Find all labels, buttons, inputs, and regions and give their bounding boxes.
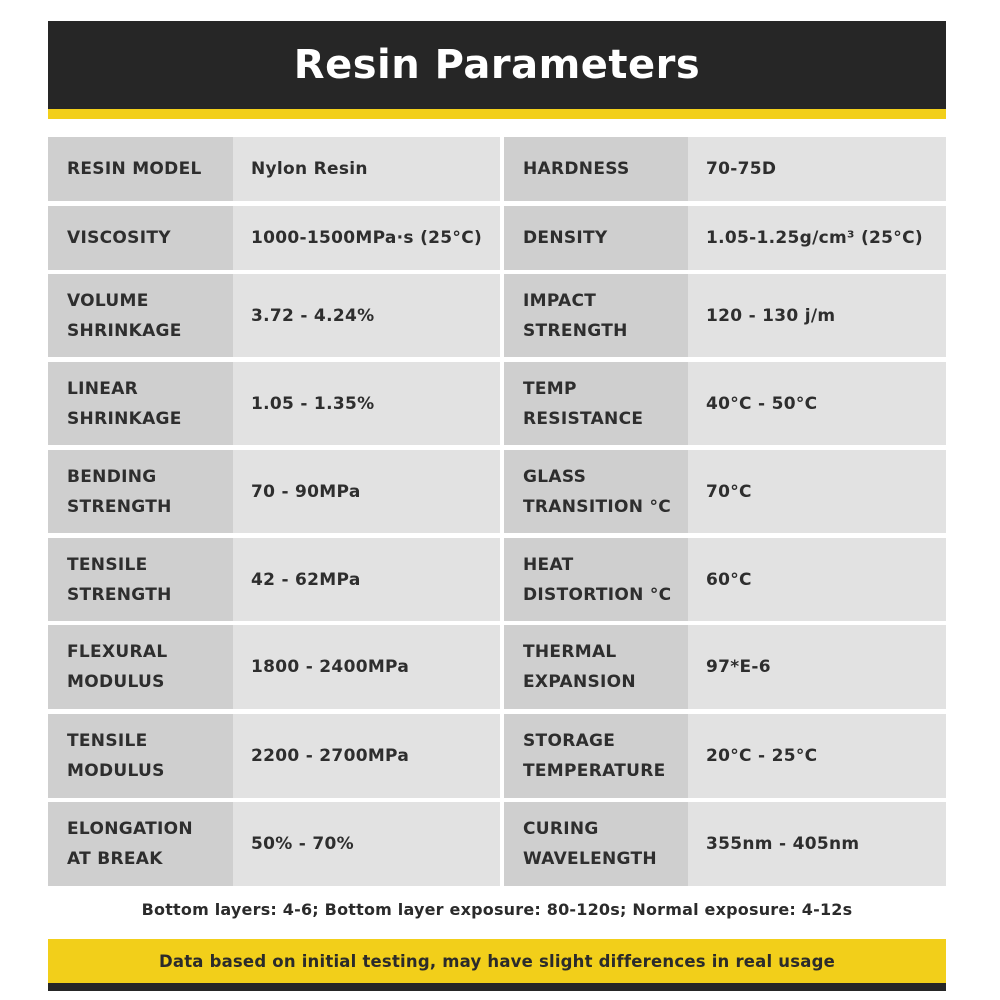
parameter-label	[504, 450, 688, 533]
parameter-label	[504, 802, 688, 886]
parameter-label-line: EXPANSION	[523, 672, 636, 692]
title-banner	[48, 21, 946, 109]
header-accent-stripe	[48, 109, 946, 119]
table-row	[48, 274, 946, 357]
parameter-value	[233, 450, 500, 533]
parameter-label-line: THERMAL	[523, 642, 617, 662]
parameter-value-text: 60°C	[706, 569, 752, 590]
parameter-label-line: RESIN MODEL	[67, 159, 202, 179]
parameter-label-line: SHRINKAGE	[67, 320, 182, 341]
disclaimer-banner	[48, 939, 946, 983]
parameter-label-line: STRENGTH	[67, 584, 172, 605]
parameter-label-line: HEAT	[523, 554, 574, 575]
parameter-value	[233, 362, 500, 445]
parameter-label-line: VOLUME	[67, 290, 149, 311]
table-row	[48, 450, 946, 533]
parameter-label-line: STRENGTH	[523, 320, 628, 341]
parameter-value	[233, 625, 500, 709]
parameter-label	[48, 362, 233, 445]
parameter-value	[233, 206, 500, 270]
parameter-label-line: STRENGTH	[67, 496, 172, 517]
parameter-value-text: 2200 - 2700MPa	[251, 746, 410, 766]
parameter-label	[48, 137, 233, 201]
parameter-label-line: RESISTANCE	[523, 408, 644, 429]
parameter-value	[688, 274, 946, 357]
parameter-label-line: TRANSITION °C	[523, 496, 672, 517]
parameter-value	[233, 714, 500, 798]
parameter-label	[504, 274, 688, 357]
parameter-label-line: DISTORTION °C	[523, 584, 672, 605]
parameter-label	[504, 714, 688, 798]
table-row	[48, 362, 946, 445]
parameter-label-line: HARDNESS	[523, 159, 630, 179]
parameter-label	[48, 450, 233, 533]
parameter-value	[233, 538, 500, 621]
parameter-value-text: 70 - 90MPa	[251, 481, 361, 502]
parameter-value-text: Nylon Resin	[251, 159, 368, 179]
parameter-label-line: FLEXURAL	[67, 642, 168, 662]
parameter-label	[48, 625, 233, 709]
parameter-label	[504, 538, 688, 621]
parameter-value	[233, 274, 500, 357]
parameter-value-text: 3.72 - 4.24%	[251, 305, 375, 326]
parameter-label-line: MODULUS	[67, 672, 165, 692]
parameter-value	[688, 714, 946, 798]
parameter-label-line: DENSITY	[523, 228, 608, 248]
parameter-value-text: 1000-1500MPa·s (25°C)	[251, 228, 483, 248]
parameter-label-line: LINEAR	[67, 378, 139, 399]
parameter-value-text: 42 - 62MPa	[251, 569, 361, 590]
parameter-value-text: 1.05 - 1.35%	[251, 393, 375, 414]
table-row	[48, 625, 946, 709]
parameter-value-text: 1800 - 2400MPa	[251, 657, 410, 677]
parameter-value	[688, 802, 946, 886]
parameter-label-line: ELONGATION	[67, 819, 193, 839]
parameter-value-text: 1.05-1.25g/cm³ (25°C)	[706, 228, 923, 248]
exposure-note: Bottom layers: 4-6; Bottom layer exposure: 80-120s; Normal exposure: 4-12s	[141, 900, 853, 919]
parameter-label	[504, 137, 688, 201]
parameter-label-line: MODULUS	[67, 761, 165, 781]
parameter-label	[504, 206, 688, 270]
parameter-value	[688, 450, 946, 533]
parameter-value-text: 40°C - 50°C	[706, 393, 818, 414]
parameter-label	[48, 802, 233, 886]
parameter-value	[688, 625, 946, 709]
parameter-value-text: 97*E-6	[706, 657, 771, 677]
parameter-label	[48, 274, 233, 357]
table-row	[48, 802, 946, 886]
parameter-value-text: 120 - 130 j/m	[706, 305, 836, 326]
parameter-label-line: TENSILE	[67, 554, 148, 575]
table-row	[48, 538, 946, 621]
parameter-label	[504, 362, 688, 445]
parameter-value	[688, 137, 946, 201]
page-title: Resin Parameters	[293, 42, 701, 88]
table-row	[48, 137, 946, 201]
parameter-value-text: 70-75D	[706, 159, 777, 179]
parameter-label-line: VISCOSITY	[67, 228, 171, 248]
parameter-label	[48, 714, 233, 798]
parameter-value-text: 20°C - 25°C	[706, 746, 818, 766]
parameter-label-line: SHRINKAGE	[67, 408, 182, 429]
footer-dark-stripe	[48, 983, 946, 991]
parameter-label-line: TEMP	[523, 378, 577, 399]
parameter-value	[233, 802, 500, 886]
parameter-label-line: AT BREAK	[67, 849, 163, 869]
parameter-label-line: TEMPERATURE	[523, 761, 666, 781]
parameter-label-line: GLASS	[523, 466, 587, 487]
parameter-label-line: TENSILE	[67, 731, 148, 751]
parameter-value	[233, 137, 500, 201]
table-row	[48, 206, 946, 270]
parameter-label	[48, 538, 233, 621]
parameter-value	[688, 362, 946, 445]
parameter-value-text: 50% - 70%	[251, 834, 354, 854]
parameter-label	[504, 625, 688, 709]
parameter-value-text: 70°C	[706, 481, 752, 502]
parameter-label-line: CURING	[523, 819, 599, 839]
table-row	[48, 714, 946, 798]
parameter-value	[688, 538, 946, 621]
parameter-label	[48, 206, 233, 270]
parameter-label-line: WAVELENGTH	[523, 849, 657, 869]
parameter-value-text: 355nm - 405nm	[706, 834, 860, 854]
parameter-label-line: IMPACT	[523, 290, 597, 311]
parameter-label-line: STORAGE	[523, 731, 616, 751]
parameter-value	[688, 206, 946, 270]
parameter-label-line: BENDING	[67, 466, 157, 487]
disclaimer-text: Data based on initial testing, may have slight differences in real usage	[158, 951, 836, 971]
